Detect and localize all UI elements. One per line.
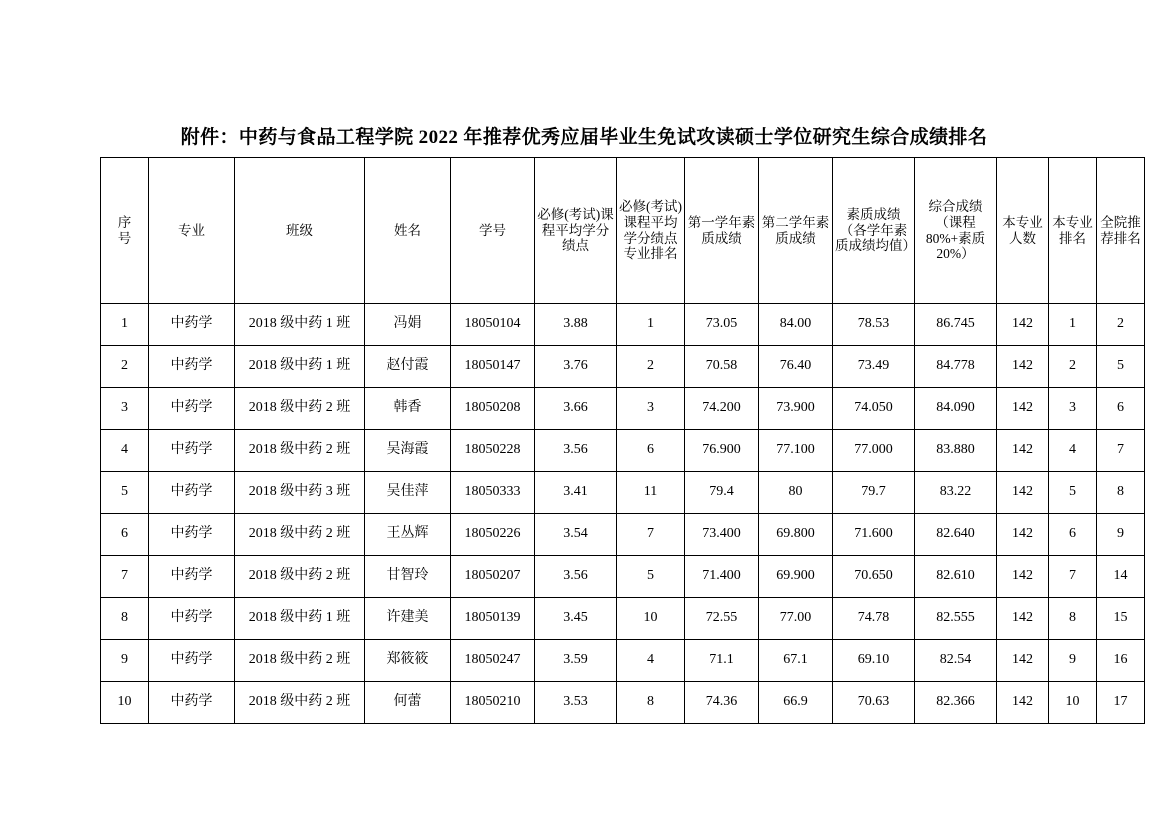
cell-gpa: 3.76 [535, 346, 617, 388]
header-gpa-rank [617, 158, 685, 304]
table-header [101, 158, 1145, 304]
cell-student-id: 18050247 [451, 640, 535, 682]
cell-college-rank: 7 [1097, 430, 1145, 472]
cell-gpa: 3.59 [535, 640, 617, 682]
cell-total-score: 84.090 [915, 388, 997, 430]
cell-index: 3 [101, 388, 149, 430]
cell-college-rank: 8 [1097, 472, 1145, 514]
cell-quality-avg: 71.600 [833, 514, 915, 556]
cell-year2-quality: 76.40 [759, 346, 833, 388]
cell-major-rank: 7 [1049, 556, 1097, 598]
cell-index: 5 [101, 472, 149, 514]
header-major-label: 专业 [178, 222, 205, 238]
header-total-score-label: 综合成绩（课程80%+素质20%） [925, 198, 986, 262]
cell-total-score: 82.54 [915, 640, 997, 682]
cell-name: 郑筱筱 [365, 640, 451, 682]
cell-index: 2 [101, 346, 149, 388]
header-row [101, 158, 1145, 304]
cell-year1-quality: 73.05 [685, 304, 759, 346]
table-row [101, 682, 1145, 724]
cell-class: 2018 级中药 1 班 [235, 598, 365, 640]
cell-college-rank: 15 [1097, 598, 1145, 640]
cell-class: 2018 级中药 1 班 [235, 304, 365, 346]
cell-major-count: 142 [997, 304, 1049, 346]
cell-year1-quality: 76.900 [685, 430, 759, 472]
header-major-count-label: 本专业人数 [1002, 214, 1043, 246]
cell-college-rank: 9 [1097, 514, 1145, 556]
cell-name: 许建美 [365, 598, 451, 640]
table-row [101, 304, 1145, 346]
header-year2-quality [759, 158, 833, 304]
cell-year2-quality: 67.1 [759, 640, 833, 682]
header-gpa [535, 158, 617, 304]
cell-year1-quality: 71.1 [685, 640, 759, 682]
cell-gpa-rank: 3 [617, 388, 685, 430]
cell-major: 中药学 [149, 346, 235, 388]
cell-name: 甘智玲 [365, 556, 451, 598]
cell-gpa-rank: 4 [617, 640, 685, 682]
cell-gpa: 3.56 [535, 430, 617, 472]
header-index-label: 序号 [117, 215, 132, 246]
cell-year2-quality: 69.900 [759, 556, 833, 598]
cell-total-score: 82.366 [915, 682, 997, 724]
cell-gpa: 3.88 [535, 304, 617, 346]
cell-year1-quality: 74.200 [685, 388, 759, 430]
cell-class: 2018 级中药 2 班 [235, 640, 365, 682]
cell-student-id: 18050210 [451, 682, 535, 724]
cell-major: 中药学 [149, 640, 235, 682]
table-row [101, 556, 1145, 598]
header-year1-quality [685, 158, 759, 304]
cell-class: 2018 级中药 1 班 [235, 346, 365, 388]
header-total-score [915, 158, 997, 304]
cell-gpa-rank: 8 [617, 682, 685, 724]
cell-major-count: 142 [997, 346, 1049, 388]
cell-major-rank: 4 [1049, 430, 1097, 472]
cell-total-score: 86.745 [915, 304, 997, 346]
cell-major-rank: 5 [1049, 472, 1097, 514]
cell-college-rank: 14 [1097, 556, 1145, 598]
cell-total-score: 82.555 [915, 598, 997, 640]
header-college-rank-label: 全院推荐排名 [1100, 214, 1141, 246]
cell-quality-avg: 79.7 [833, 472, 915, 514]
header-year1-quality-label: 第一学年素质成绩 [687, 214, 756, 246]
cell-college-rank: 17 [1097, 682, 1145, 724]
header-gpa-rank-label: 必修(考试)课程平均学分绩点专业排名 [619, 198, 682, 262]
cell-index: 6 [101, 514, 149, 556]
cell-gpa: 3.66 [535, 388, 617, 430]
cell-name: 韩香 [365, 388, 451, 430]
table-row [101, 640, 1145, 682]
header-major-rank [1049, 158, 1097, 304]
cell-index: 8 [101, 598, 149, 640]
cell-quality-avg: 70.650 [833, 556, 915, 598]
cell-total-score: 82.610 [915, 556, 997, 598]
cell-year1-quality: 71.400 [685, 556, 759, 598]
cell-quality-avg: 77.000 [833, 430, 915, 472]
cell-year2-quality: 73.900 [759, 388, 833, 430]
cell-major: 中药学 [149, 388, 235, 430]
cell-year2-quality: 69.800 [759, 514, 833, 556]
table-body [101, 304, 1145, 724]
cell-major: 中药学 [149, 556, 235, 598]
cell-class: 2018 级中药 2 班 [235, 556, 365, 598]
header-name-label: 姓名 [394, 222, 421, 238]
cell-student-id: 18050147 [451, 346, 535, 388]
cell-gpa: 3.41 [535, 472, 617, 514]
cell-major: 中药学 [149, 430, 235, 472]
cell-major-rank: 1 [1049, 304, 1097, 346]
header-major-rank-label: 本专业排名 [1052, 214, 1093, 246]
header-student-id-label: 学号 [479, 222, 506, 238]
cell-name: 吴海霞 [365, 430, 451, 472]
cell-name: 冯娟 [365, 304, 451, 346]
table-row [101, 430, 1145, 472]
cell-index: 7 [101, 556, 149, 598]
cell-major-count: 142 [997, 598, 1049, 640]
header-index [101, 158, 149, 304]
table-row [101, 598, 1145, 640]
cell-major-rank: 9 [1049, 640, 1097, 682]
cell-quality-avg: 73.49 [833, 346, 915, 388]
cell-major: 中药学 [149, 598, 235, 640]
cell-gpa-rank: 2 [617, 346, 685, 388]
cell-gpa: 3.45 [535, 598, 617, 640]
table-row [101, 514, 1145, 556]
header-quality-avg-label: 素质成绩（各学年素质成绩均值） [835, 206, 916, 254]
cell-total-score: 84.778 [915, 346, 997, 388]
header-gpa-label: 必修(考试)课程平均学分绩点 [537, 206, 614, 254]
cell-gpa-rank: 1 [617, 304, 685, 346]
cell-student-id: 18050226 [451, 514, 535, 556]
cell-class: 2018 级中药 3 班 [235, 472, 365, 514]
cell-class: 2018 级中药 2 班 [235, 682, 365, 724]
cell-major-count: 142 [997, 514, 1049, 556]
cell-major-rank: 2 [1049, 346, 1097, 388]
table-row [101, 346, 1145, 388]
cell-major-rank: 3 [1049, 388, 1097, 430]
header-college-rank [1097, 158, 1145, 304]
cell-gpa-rank: 5 [617, 556, 685, 598]
cell-major-rank: 6 [1049, 514, 1097, 556]
cell-quality-avg: 74.78 [833, 598, 915, 640]
cell-student-id: 18050207 [451, 556, 535, 598]
cell-major-count: 142 [997, 388, 1049, 430]
cell-name: 吴佳萍 [365, 472, 451, 514]
cell-gpa-rank: 11 [617, 472, 685, 514]
cell-student-id: 18050104 [451, 304, 535, 346]
cell-quality-avg: 74.050 [833, 388, 915, 430]
table-row [101, 472, 1145, 514]
cell-college-rank: 2 [1097, 304, 1145, 346]
cell-major: 中药学 [149, 304, 235, 346]
cell-class: 2018 级中药 2 班 [235, 388, 365, 430]
cell-major-rank: 10 [1049, 682, 1097, 724]
cell-major-count: 142 [997, 640, 1049, 682]
cell-quality-avg: 78.53 [833, 304, 915, 346]
cell-gpa-rank: 6 [617, 430, 685, 472]
cell-year2-quality: 84.00 [759, 304, 833, 346]
cell-year2-quality: 66.9 [759, 682, 833, 724]
cell-student-id: 18050208 [451, 388, 535, 430]
cell-index: 9 [101, 640, 149, 682]
header-class [235, 158, 365, 304]
cell-year2-quality: 77.100 [759, 430, 833, 472]
grades-table [100, 157, 1145, 724]
cell-student-id: 18050333 [451, 472, 535, 514]
table-row [101, 388, 1145, 430]
cell-index: 4 [101, 430, 149, 472]
cell-year1-quality: 79.4 [685, 472, 759, 514]
cell-year1-quality: 74.36 [685, 682, 759, 724]
cell-year2-quality: 80 [759, 472, 833, 514]
cell-student-id: 18050139 [451, 598, 535, 640]
cell-major: 中药学 [149, 514, 235, 556]
header-year2-quality-label: 第二学年素质成绩 [761, 214, 830, 246]
cell-major: 中药学 [149, 472, 235, 514]
cell-name: 何蕾 [365, 682, 451, 724]
cell-gpa-rank: 7 [617, 514, 685, 556]
cell-name: 王丛辉 [365, 514, 451, 556]
cell-college-rank: 5 [1097, 346, 1145, 388]
cell-major: 中药学 [149, 682, 235, 724]
cell-class: 2018 级中药 2 班 [235, 514, 365, 556]
header-student-id [451, 158, 535, 304]
header-quality-avg [833, 158, 915, 304]
cell-gpa: 3.54 [535, 514, 617, 556]
cell-major-count: 142 [997, 430, 1049, 472]
cell-total-score: 83.22 [915, 472, 997, 514]
grades-table-container [100, 157, 1141, 724]
page-title: 附件：中药与食品工程学院 2022 年推荐优秀应届毕业生免试攻读硕士学位研究生综合成绩排名 [180, 127, 988, 148]
cell-gpa-rank: 10 [617, 598, 685, 640]
cell-major-rank: 8 [1049, 598, 1097, 640]
header-class-label: 班级 [286, 222, 313, 238]
cell-total-score: 83.880 [915, 430, 997, 472]
cell-quality-avg: 69.10 [833, 640, 915, 682]
cell-quality-avg: 70.63 [833, 682, 915, 724]
header-major [149, 158, 235, 304]
cell-index: 10 [101, 682, 149, 724]
cell-college-rank: 6 [1097, 388, 1145, 430]
cell-year2-quality: 77.00 [759, 598, 833, 640]
cell-gpa: 3.53 [535, 682, 617, 724]
cell-index: 1 [101, 304, 149, 346]
cell-student-id: 18050228 [451, 430, 535, 472]
cell-major-count: 142 [997, 472, 1049, 514]
cell-name: 赵付霞 [365, 346, 451, 388]
cell-major-count: 142 [997, 556, 1049, 598]
cell-class: 2018 级中药 2 班 [235, 430, 365, 472]
cell-gpa: 3.56 [535, 556, 617, 598]
cell-total-score: 82.640 [915, 514, 997, 556]
header-name [365, 158, 451, 304]
cell-year1-quality: 72.55 [685, 598, 759, 640]
cell-year1-quality: 70.58 [685, 346, 759, 388]
cell-major-count: 142 [997, 682, 1049, 724]
header-major-count [997, 158, 1049, 304]
cell-college-rank: 16 [1097, 640, 1145, 682]
cell-year1-quality: 73.400 [685, 514, 759, 556]
